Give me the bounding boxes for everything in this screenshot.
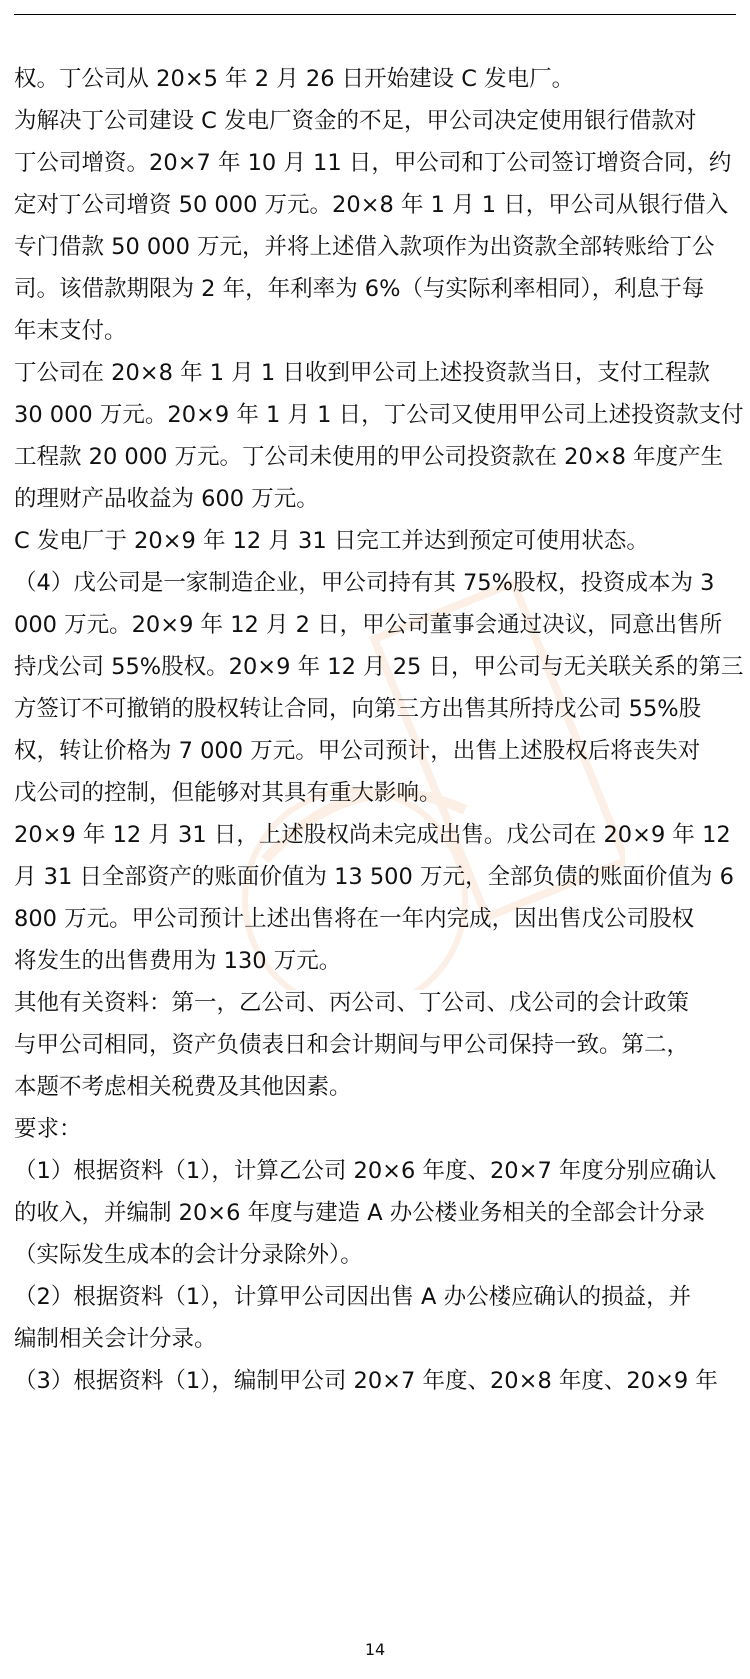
text-line: 权，转让价格为 7 000 万元。甲公司预计，出售上述股权后将丧失对 [14,738,701,764]
text-line: 其他有关资料：第一，乙公司、丙公司、丁公司、戊公司的会计政策 [14,990,690,1016]
document-body [14,58,744,1402]
text-line: （3）根据资料（1），编制甲公司 20×7 年度、20×8 年度、20×9 年 [14,1368,718,1394]
text-line: 戊公司的控制，但能够对其具有重大影响。 [14,780,442,806]
text-line: （4）戊公司是一家制造企业，甲公司持有其 75%股权，投资成本为 3 [14,570,715,596]
text-line: 编制相关会计分录。 [14,1326,217,1352]
text-line: 年末支付。 [14,318,127,344]
text-line: 专门借款 50 000 万元，并将上述借入款项作为出资款全部转账给丁公 [14,234,715,260]
text-line: 与甲公司相同，资产负债表日和会计期间与甲公司保持一致。第二， [14,1032,690,1058]
text-line: （1）根据资料（1），计算乙公司 20×6 年度、20×7 年度分别应确认 [14,1158,717,1184]
text-line: 为解决丁公司建设 C 发电厂资金的不足，甲公司决定使用银行借款对 [14,108,697,134]
text-line: 持戊公司 55%股权。20×9 年 12 月 25 日，甲公司与无关联关系的第三 [14,654,744,680]
text-line: 的收入，并编制 20×6 年度与建造 A 办公楼业务相关的全部会计分录 [14,1200,705,1226]
text-line: 本题不考虑相关税费及其他因素。 [14,1074,352,1100]
text-line: 权。丁公司从 20×5 年 2 月 26 日开始建设 C 发电厂。 [14,66,575,92]
text-line: 定对丁公司增资 50 000 万元。20×8 年 1 月 1 日，甲公司从银行借入 [14,192,729,218]
text-line: 800 万元。甲公司预计上述出售将在一年内完成，因出售戊公司股权 [14,906,695,932]
text-line: 丁公司增资。20×7 年 10 月 11 日，甲公司和丁公司签订增资合同，约 [14,150,732,176]
page-number: 14 [364,1640,386,1659]
text-line: 工程款 20 000 万元。丁公司未使用的甲公司投资款在 20×8 年度产生 [14,444,724,470]
text-line: 丁公司在 20×8 年 1 月 1 日收到甲公司上述投资款当日，支付工程款 [14,360,710,386]
text-line: 月 31 日全部资产的账面价值为 13 500 万元，全部负债的账面价值为 6 [14,864,734,890]
text-line: （实际发生成本的会计分录除外）。 [14,1242,363,1268]
text-line: 将发生的出售费用为 130 万元。 [14,948,342,974]
text-line: 30 000 万元。20×9 年 1 月 1 日，丁公司又使用甲公司上述投资款支付 [14,402,744,428]
text-line: （2）根据资料（1），计算甲公司因出售 A 办公楼应确认的损益，并 [14,1284,692,1310]
text-line: 的理财产品收益为 600 万元。 [14,486,319,512]
header-rule [14,14,736,15]
text-line: 20×9 年 12 月 31 日，上述股权尚未完成出售。戊公司在 20×9 年 12 [14,822,731,848]
text-line: C 发电厂于 20×9 年 12 月 31 日完工并达到预定可使用状态。 [14,528,649,554]
text-line: 000 万元。20×9 年 12 月 2 日，甲公司董事会通过决议，同意出售所 [14,612,723,638]
text-line: 司。该借款期限为 2 年，年利率为 6%（与实际利率相同），利息于每 [14,276,705,302]
text-line: 方签订不可撤销的股权转让合同，向第三方出售其所持戊公司 55%股 [14,696,702,722]
text-line: 要求： [14,1116,82,1142]
